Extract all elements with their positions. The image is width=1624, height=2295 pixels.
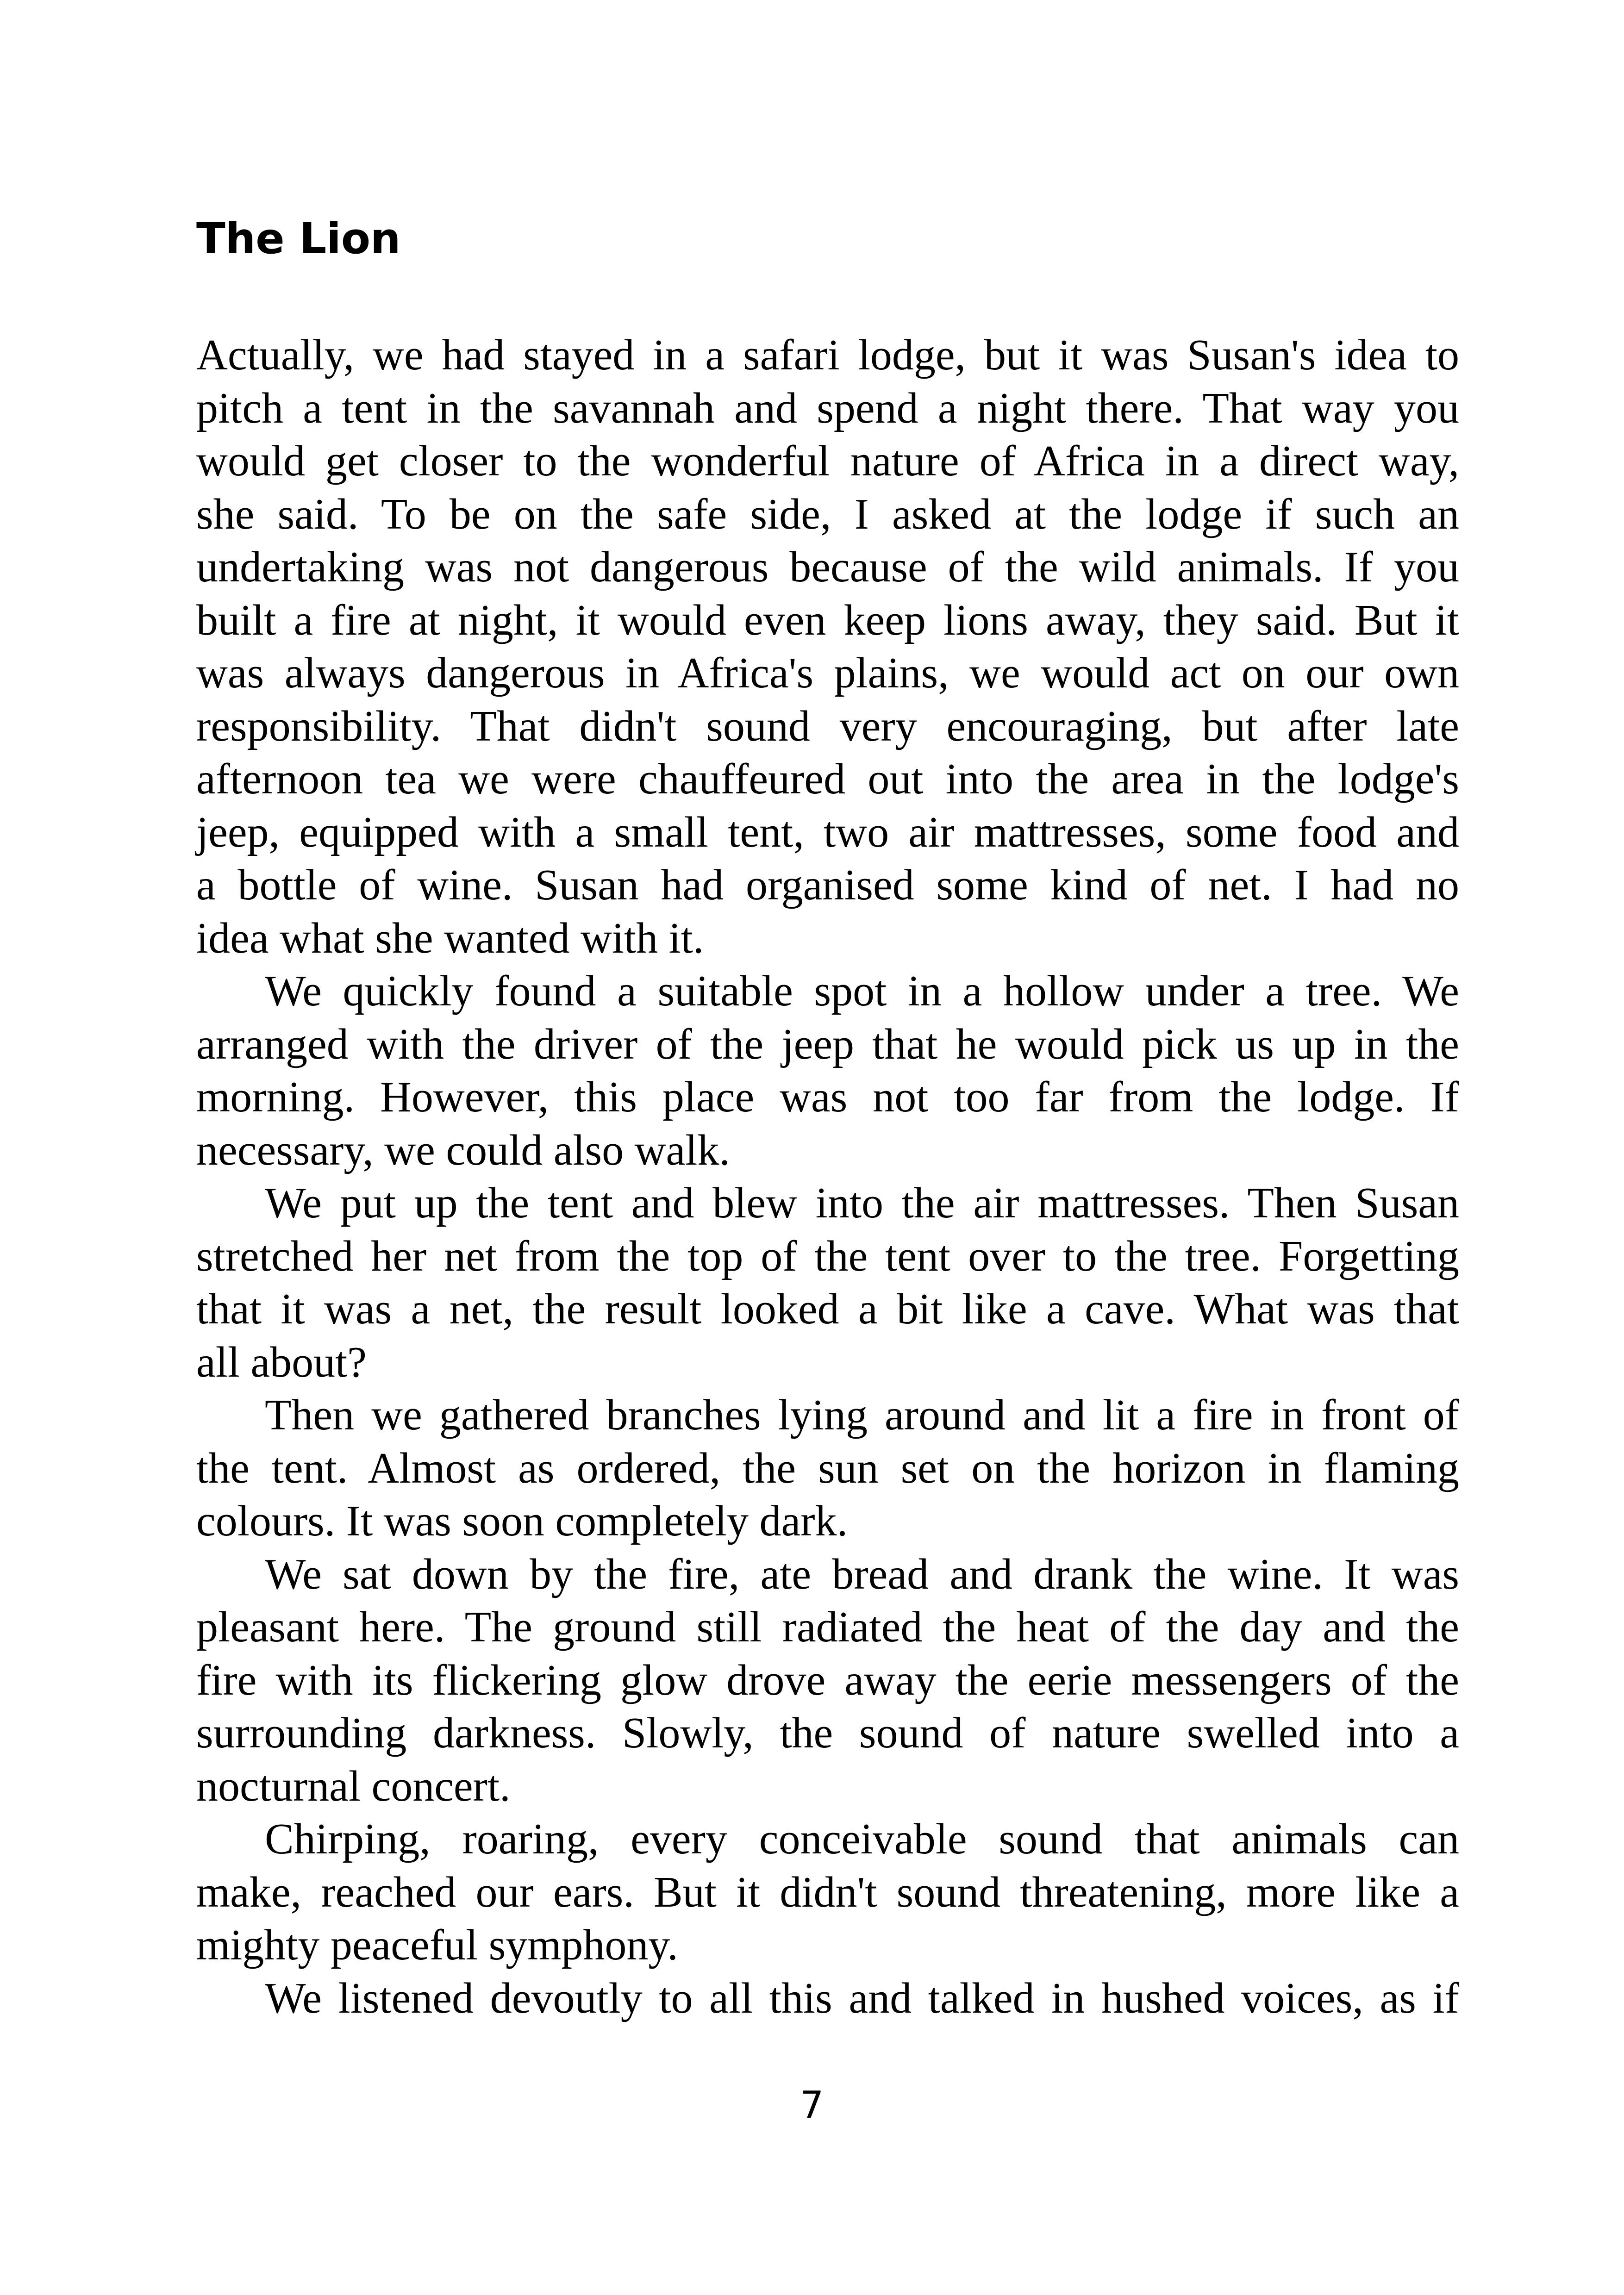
text-line: Chirping, roaring, every conceivable sound that animals can xyxy=(265,1815,1459,1863)
text-line: We quickly found a suitable spot in a hollow under a tree. We xyxy=(265,967,1459,1015)
chapter-body-text xyxy=(196,329,1459,2025)
text-line: idea what she wanted with it. xyxy=(196,914,704,962)
text-line: pitch a tent in the savannah and spend a night there. That way you xyxy=(196,384,1459,432)
text-line: fire with its flickering glow drove away the eerie messengers of the xyxy=(196,1656,1459,1704)
text-line: Then we gathered branches lying around and lit a fire in front of xyxy=(265,1391,1459,1439)
text-line: arranged with the driver of the jeep that he would pick us up in the xyxy=(196,1020,1459,1068)
text-line: pleasant here. The ground still radiated the heat of the day and the xyxy=(196,1603,1459,1651)
text-line: afternoon tea we were chauffeured out into the area in the lodge's xyxy=(196,755,1459,803)
text-line: We listened devoutly to all this and talked in hushed voices, as if xyxy=(265,1974,1459,2022)
text-line: she said. To be on the safe side, I asked at the lodge if such an xyxy=(196,490,1459,538)
text-line: colours. It was soon completely dark. xyxy=(196,1497,848,1545)
text-line: the tent. Almost as ordered, the sun set on the horizon in flaming xyxy=(196,1444,1459,1492)
text-line: undertaking was not dangerous because of the wild animals. If you xyxy=(196,543,1459,591)
text-line: Actually, we had stayed in a safari lodge, but it was Susan's idea to xyxy=(196,331,1459,379)
text-line: a bottle of wine. Susan had organised some kind of net. I had no xyxy=(196,861,1459,909)
text-line: morning. However, this place was not too far from the lodge. If xyxy=(196,1073,1459,1121)
text-line: make, reached our ears. But it didn't sound threatening, more like a xyxy=(196,1868,1459,1916)
text-line: responsibility. That didn't sound very encouraging, but after late xyxy=(196,702,1459,750)
text-line: that it was a net, the result looked a bit like a cave. What was that xyxy=(196,1285,1459,1333)
text-line: jeep, equipped with a small tent, two air mattresses, some food and xyxy=(196,808,1459,856)
text-line: was always dangerous in Africa's plains, we would act on our own xyxy=(196,649,1459,697)
text-line: We put up the tent and blew into the air mattresses. Then Susan xyxy=(265,1179,1459,1227)
text-line: would get closer to the wonderful nature of Africa in a direct way, xyxy=(196,437,1459,485)
text-line: surrounding darkness. Slowly, the sound of nature swelled into a xyxy=(196,1709,1459,1757)
text-line: all about? xyxy=(196,1338,367,1386)
chapter-title: The Lion xyxy=(196,214,401,263)
text-line: nocturnal concert. xyxy=(196,1762,511,1810)
text-line: necessary, we could also walk. xyxy=(196,1126,730,1174)
text-line: mighty peaceful symphony. xyxy=(196,1921,678,1969)
text-line: stretched her net from the top of the tent over to the tree. Forgetting xyxy=(196,1232,1459,1280)
text-line: built a fire at night, it would even keep lions away, they said. But it xyxy=(196,596,1459,644)
text-line: We sat down by the fire, ate bread and drank the wine. It was xyxy=(265,1550,1459,1598)
page-number: 7 xyxy=(800,2083,824,2127)
